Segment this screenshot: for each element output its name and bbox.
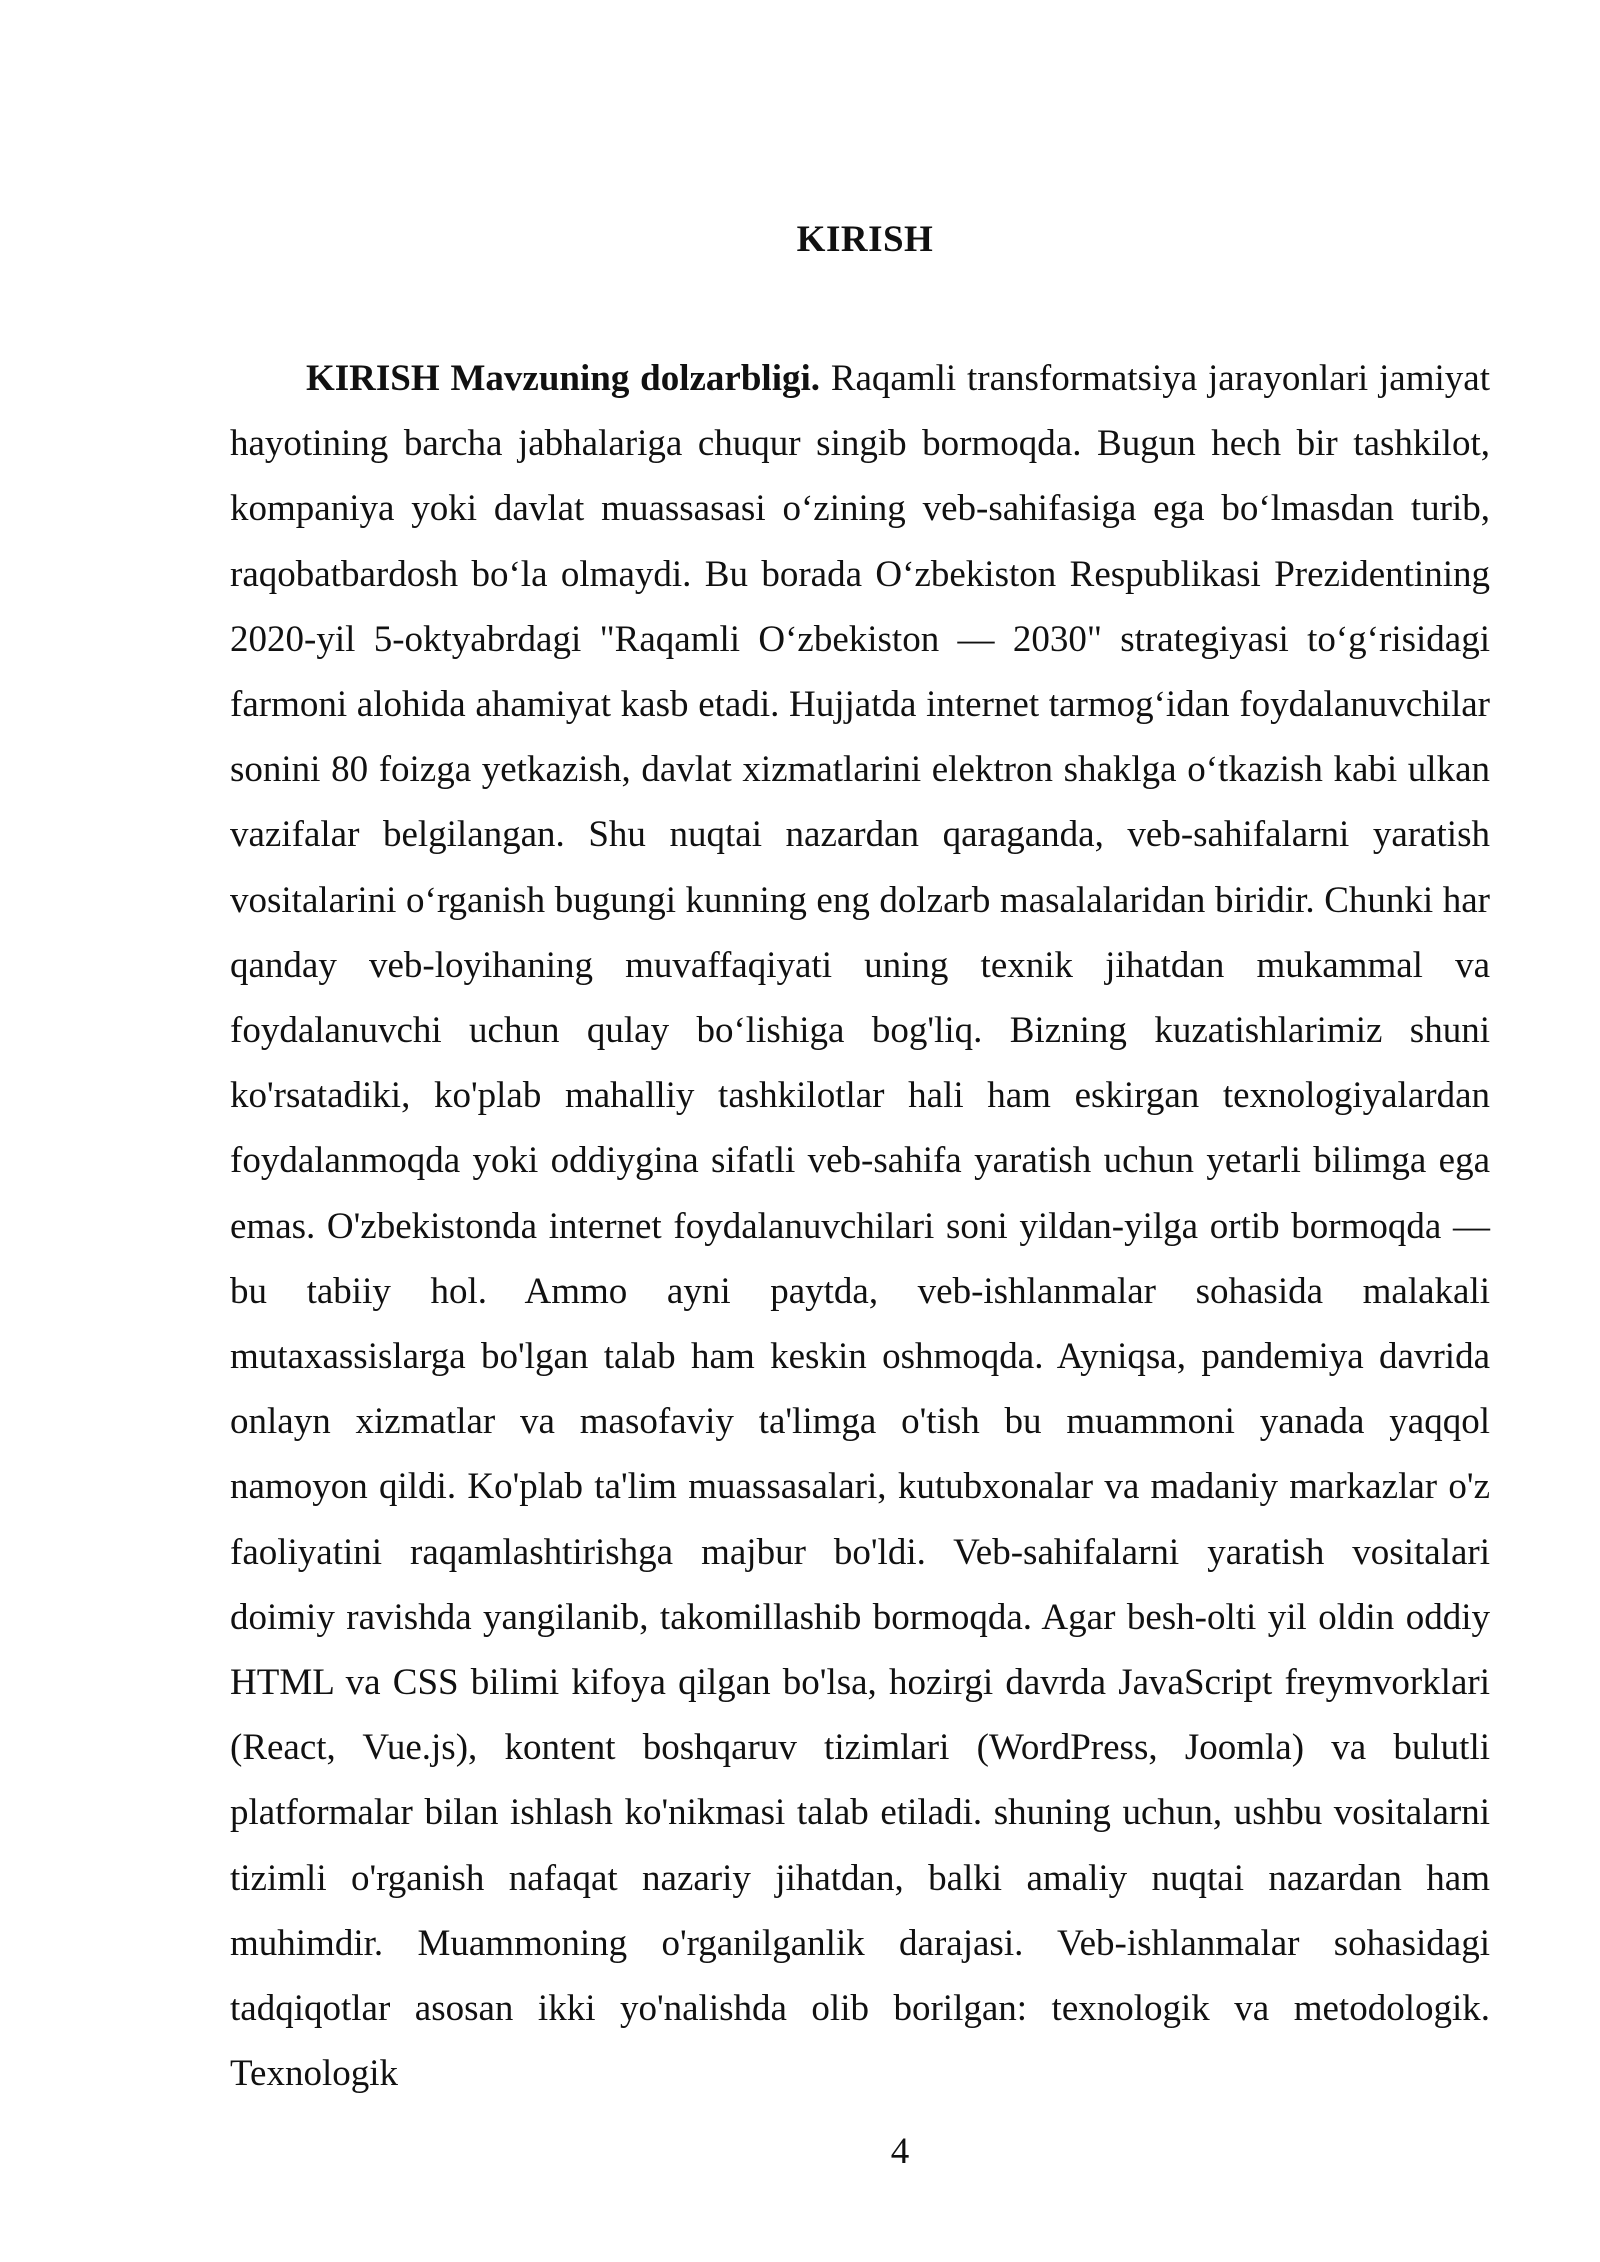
page-heading: KIRISH [796,219,934,260]
paragraph-text: Raqamli transformatsiya jarayonlari jamiyat hayotining barcha jabhalariga chuqur singib bormoqda. Bugun hech bir tashkilot, kompaniya yoki davlat muassasasi o‘zining veb-sahifasiga ega bo‘lmasdan turib, raqobatbardosh bo‘la olmaydi. Bu borada O‘zbekiston Respublikasi Prezidentining 2020-yil 5-oktyabrdagi "Raqamli O‘zbekiston — 2030" strategiyasi to‘g‘risidagi farmoni alohida ahamiyat kasb etadi. Hujjatda internet tarmog‘idan foydalanuvchilar sonini 80 foizga yetkazish, davlat xizmatlarini elektron shaklga o‘tkazish kabi ulkan vazifalar belgilangan. Shu nuqtai nazardan qaraganda, veb-sahifalarni yaratish vositalarini o‘rganish bugungi kunning eng dolzarb masalalaridan biridir. Chunki har qanday veb-loyihaning muvaffaqiyati uning texnik jihatdan mukammal va foydalanuvchi uchun qulay bo‘lishiga bog'liq. Bizning kuzatishlarimiz shuni ko'rsatadiki, ko'plab mahalliy tashkilotlar hali ham eskirgan texnologiyalardan foydalanmoqda yoki oddiygina sifatli veb-sahifa yaratish uchun yetarli bilimga ega emas. O'zbekistonda internet foydalanuvchilari soni yildan-yilga ortib bormoqda — bu tabiiy hol. Ammo ayni paytda, veb-ishlanmalar sohasida malakali mutaxassislarga bo'lgan talab ham keskin oshmoqda. Ayniqsa, pandemiya davrida onlayn xizmatlar va masofaviy ta'limga o'tish bu muammoni yanada yaqqol namoyon qildi. Ko'plab ta'lim muassasalari, kutubxonalar va madaniy markazlar o'z faoliyatini raqamlashtirishga majbur bo'ldi. Veb-sahifalarni yaratish vositalari doimiy ravishda yangilanib, takomillashib bormoqda. Agar besh-olti yil oldin oddiy HTML va CSS bilimi kifoya qilgan bo'lsa, hozirgi davrda JavaScript freymvorklari (React, Vue.js), kontent boshqaruv tizimlari (WordPress, Joomla) va bulutli platformalar bilan ishlash ko'nikmasi talab etiladi. shuning uchun, ushbu vositalarni tizimli o'rganish nafaqat nazariy jihatdan, balki amaliy nuqtai nazardan ham muhimdir. Muammoning o'rganilganlik darajasi. Veb-ishlanmalar sohasidagi tadqiqotlar asosan ikki yo'nalishda olib borilgan: texnologik va metodologik. Texnologik [230,358,1490,2095]
body-paragraph [230,346,1490,2106]
paragraph-lead-bold: KIRISH Mavzuning dolzarbligi. [306,358,821,399]
page-number: 4 [890,2131,910,2172]
